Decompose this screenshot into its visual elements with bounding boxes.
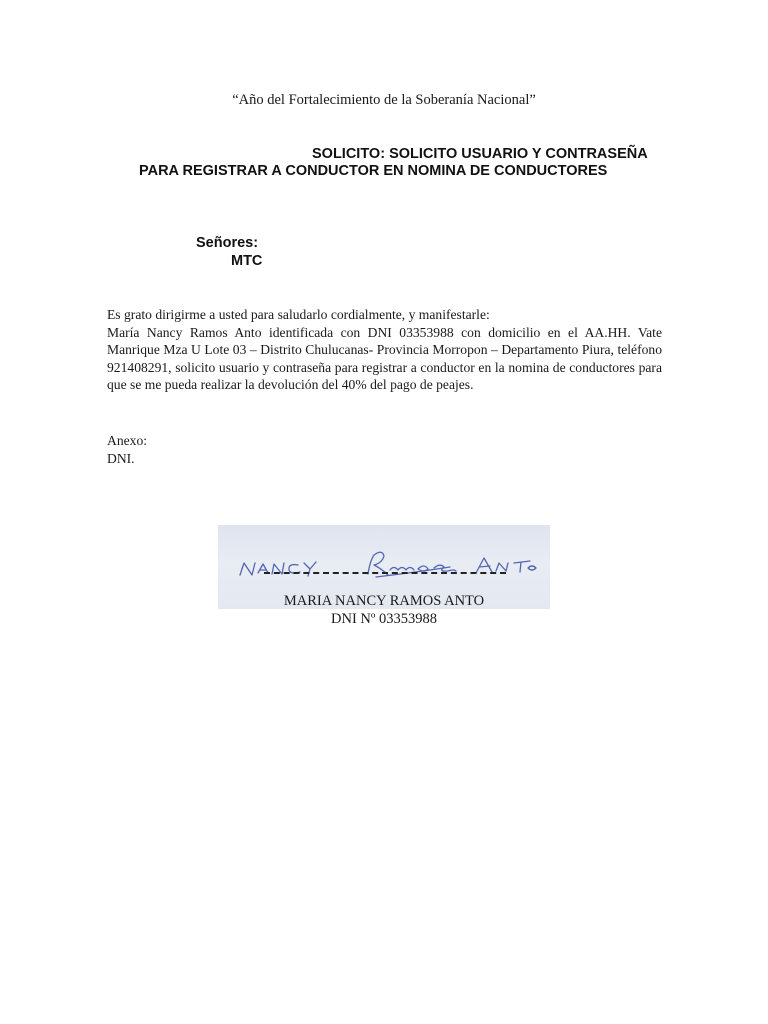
signer-name: MARIA NANCY RAMOS ANTO bbox=[283, 593, 485, 609]
letter-body bbox=[107, 306, 662, 394]
signature-line bbox=[264, 572, 506, 574]
subject-line-1: SOLICITO: SOLICITO USUARIO Y CONTRASEÑA bbox=[312, 146, 648, 162]
annex-section bbox=[107, 432, 147, 467]
document-motto: “Año del Fortalecimiento de la Soberanía Nacional” bbox=[232, 92, 536, 108]
annex-item: DNI. bbox=[107, 450, 135, 466]
signer-dni: DNI Nº 03353988 bbox=[331, 611, 437, 627]
body-paragraph: María Nancy Ramos Anto identificada con DNI 03353988 con domicilio en el AA.HH. Vate Manrique Mza U Lote 03 – Distrito Chulucanas- Provincia Morropon – Departamento Piura, teléfono 921408291, solicito usuario y contraseña para registrar a conductor en la nomina de conductores para que se me pueda realizar la devolución del 40% del pago de peajes. bbox=[107, 324, 662, 393]
addressee-entity: MTC bbox=[231, 253, 263, 269]
annex-label: Anexo: bbox=[107, 433, 148, 448]
subject-line-2: PARA REGISTRAR A CONDUCTOR EN NOMINA DE CONDUCTORES bbox=[139, 163, 608, 179]
body-intro: Es grato dirigirme a usted para saludarlo cordialmente, y manifestarle: bbox=[107, 307, 490, 322]
addressee-greeting: Señores: bbox=[196, 235, 259, 251]
